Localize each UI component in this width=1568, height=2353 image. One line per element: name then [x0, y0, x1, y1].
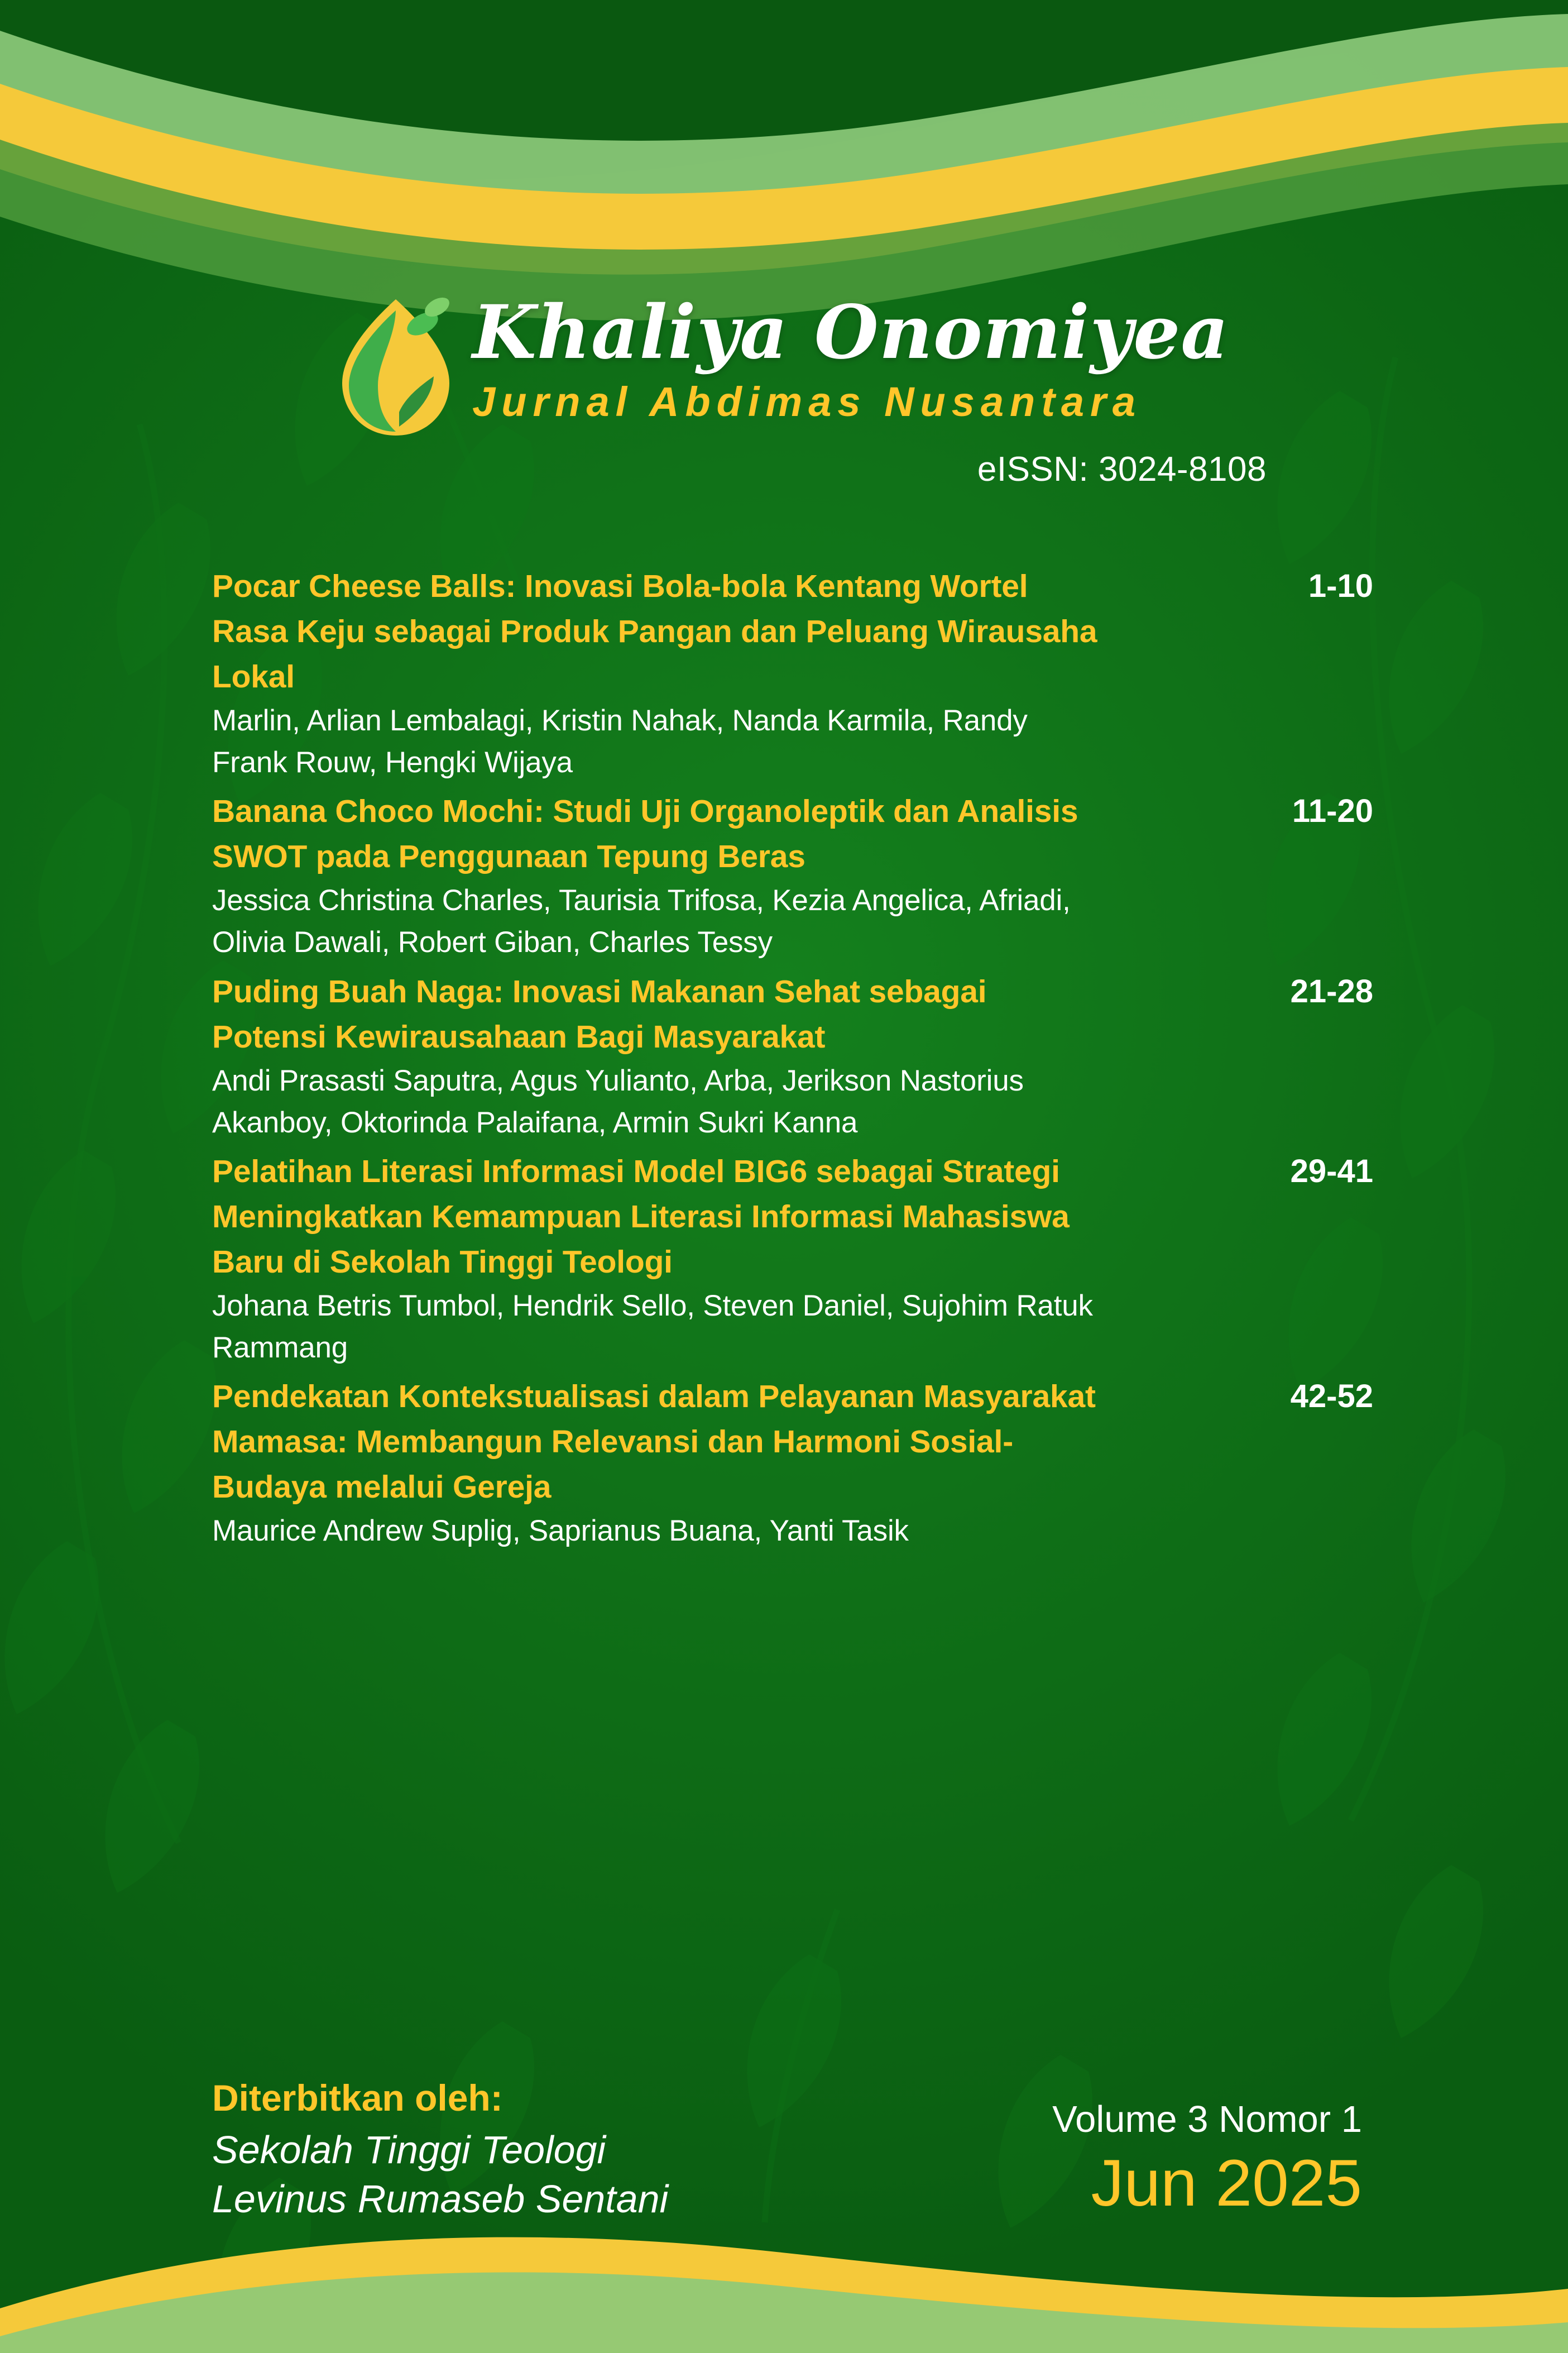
publisher-label: Diterbitkan oleh: — [212, 2077, 503, 2118]
article-authors: Maurice Andrew Suplig, Saprianus Buana, Yanti Tasik — [212, 1514, 909, 1548]
journal-subtitle: Jurnal Abdimas Nusantara — [472, 378, 1142, 425]
leaf-drop-logo-icon — [339, 295, 453, 437]
article-pages: 11-20 — [1292, 793, 1373, 830]
article-authors: Andi Prasasti Saputra, Agus Yulianto, Arba, Jerikson Nastorius Akanboy, Oktorinda Palaifana, Armin Sukri Kanna — [212, 1064, 1024, 1139]
article-title: Pelatihan Literasi Informasi Model BIG6 sebagai Strategi Meningkatkan Kemampuan Literasi Informasi Mahasiswa Baru di Sekolah Tinggi Teologi — [212, 1154, 1070, 1280]
publisher-name: Sekolah Tinggi Teologi Levinus Rumaseb Sentani — [212, 2128, 669, 2221]
title-block — [472, 289, 1229, 428]
article-title: Puding Buah Naga: Inovasi Makanan Sehat sebagai Potensi Kewirausahaan Bagi Masyarakat — [212, 973, 987, 1055]
toc-entry — [212, 789, 1373, 963]
article-title: Pocar Cheese Balls: Inovasi Bola-bola Kentang Wortel Rasa Keju sebagai Produk Pangan dan Peluang Wirausaha Lokal — [212, 568, 1097, 695]
volume-block — [1052, 2098, 1362, 2223]
cover-header — [0, 290, 1568, 489]
article-pages: 42-52 — [1290, 1378, 1373, 1415]
cover-footer — [212, 2077, 1362, 2223]
article-pages: 1-10 — [1308, 568, 1373, 604]
article-authors: Jessica Christina Charles, Taurisia Trifosa, Kezia Angelica, Afriadi, Olivia Dawali, Robert Giban, Charles Tessy — [212, 884, 1071, 959]
article-title: Pendekatan Kontekstualisasi dalam Pelayanan Masyarakat Mamasa: Membangun Relevansi dan Harmoni Sosial-Budaya melalui Gereja — [212, 1379, 1096, 1505]
volume-number: Volume 3 Nomor 1 — [1052, 2098, 1362, 2140]
article-title: Banana Choco Mochi: Studi Uji Organoleptik dan Analisis SWOT pada Penggunaan Tepung Beras — [212, 793, 1078, 875]
article-authors: Johana Betris Tumbol, Hendrik Sello, Steven Daniel, Sujohim Ratuk Rammang — [212, 1289, 1093, 1365]
title-row — [0, 290, 1568, 433]
article-authors: Marlin, Arlian Lembalagi, Kristin Nahak, Nanda Karmila, Randy Frank Rouw, Hengki Wijaya — [212, 704, 1028, 779]
article-pages: 21-28 — [1290, 973, 1373, 1010]
toc-entry — [212, 1149, 1373, 1369]
journal-eissn: eISSN: 3024-8108 — [977, 450, 1267, 489]
issue-date: Jun 2025 — [1091, 2146, 1362, 2220]
table-of-contents — [212, 564, 1373, 1557]
article-pages: 29-41 — [1290, 1153, 1373, 1190]
toc-entry — [212, 1374, 1373, 1552]
toc-entry — [212, 969, 1373, 1144]
toc-entry — [212, 564, 1373, 783]
journal-title: Khaliya Onomiyea — [472, 289, 1229, 376]
publisher-block — [212, 2077, 668, 2223]
